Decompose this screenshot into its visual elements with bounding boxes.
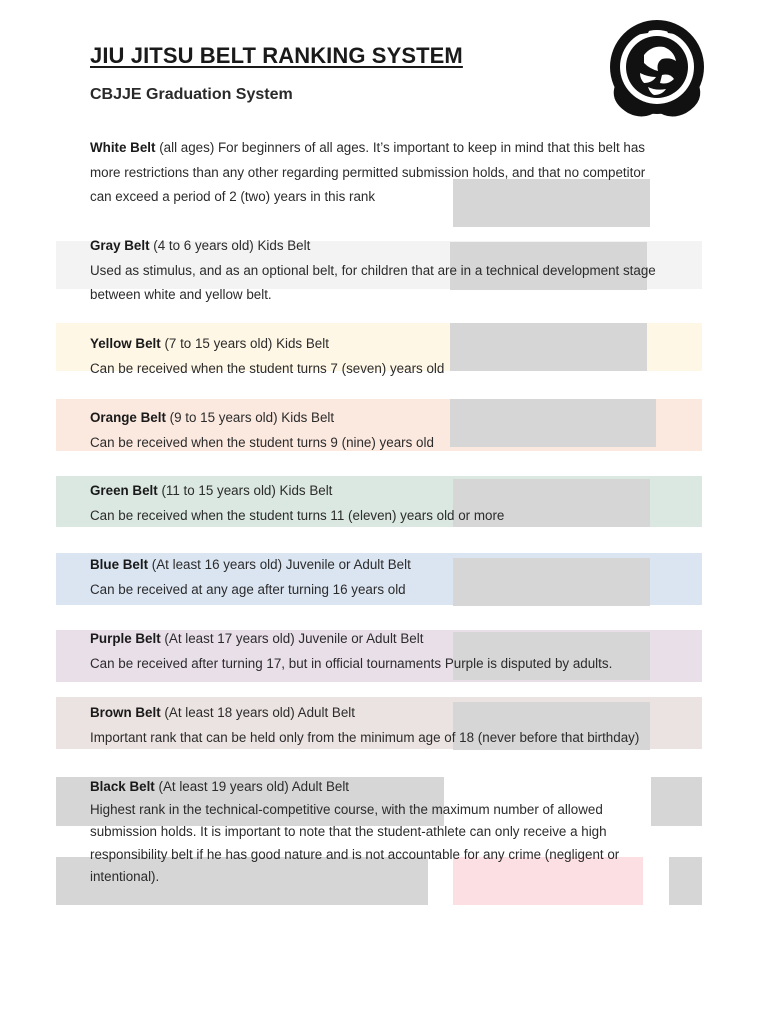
belt-description: Can be received after turning 17, but in official tournaments Purple is disputed by adults. [90, 655, 613, 671]
belt-details: (4 to 6 years old) Kids Belt [153, 238, 311, 253]
belt-description: Can be received when the student turns 11 (eleven) years old or more [90, 507, 505, 523]
yellow-belt-heading [90, 332, 690, 357]
gray-belt-entry [90, 234, 690, 308]
belt-name: Gray Belt [90, 238, 150, 253]
belt-details: (At least 18 years old) Adult Belt [164, 705, 355, 720]
belt-description: Important rank that can be held only from the minimum age of 18 (never before that birthday) [90, 729, 640, 745]
black-belt-heading [90, 776, 690, 799]
orange-belt-entry [90, 406, 690, 455]
belt-name: Black Belt [90, 779, 155, 794]
belt-description: Can be received when the student turns 7 (seven) years old [90, 360, 445, 376]
belt-description: submission holds. It is important to note that the student-athlete can only receive a high [90, 824, 607, 839]
white-belt-entry [90, 136, 690, 210]
belt-details: (9 to 15 years old) Kids Belt [169, 410, 335, 425]
belt-description: responsibility belt if he has good nature and is not accountable for any crime (negligent or [90, 846, 620, 862]
belt-description: intentional). [90, 869, 160, 884]
purple-belt-entry [90, 627, 690, 676]
belt-name: Purple Belt [90, 631, 161, 646]
belt-name: Yellow Belt [90, 336, 161, 351]
belt-description: Can be received when the student turns 9 (nine) years old [90, 434, 434, 450]
belt-name: Orange Belt [90, 410, 166, 425]
belt-details: (At least 19 years old) Adult Belt [158, 779, 350, 794]
belt-description: between white and yellow belt. [90, 287, 272, 302]
belt-description: can exceed a period of 2 (two) years in this rank [90, 189, 376, 204]
gray-belt-heading [90, 234, 690, 259]
brown-belt-entry [90, 701, 690, 750]
page-title: JIU JITSU BELT RANKING SYSTEM [90, 43, 463, 68]
belt-details: (At least 16 years old) Juvenile or Adult Belt [151, 557, 411, 572]
belt-description: more restrictions than any other regarding permitted submission holds, and that no competitor [90, 164, 646, 180]
brown-belt-heading [90, 701, 690, 726]
black-belt-entry [90, 776, 690, 889]
belt-details: (7 to 15 years old) Kids Belt [164, 336, 329, 351]
green-belt-entry [90, 479, 690, 528]
yellow-belt-entry [90, 332, 690, 381]
belt-description: Used as stimulus, and as an optional belt, for children that are in a technical development stage [90, 262, 656, 278]
academy-logo-icon [604, 17, 712, 121]
green-belt-heading [90, 479, 690, 504]
white-belt-heading [90, 136, 690, 161]
blue-belt-heading [90, 553, 690, 578]
belt-name: Blue Belt [90, 557, 149, 572]
belt-details: (all ages) For beginners of all ages. It’s important to keep in mind that this belt has [159, 140, 645, 155]
belt-name: Brown Belt [90, 705, 161, 720]
belt-description: Can be received at any age after turning 16 years old [90, 581, 406, 597]
page-subtitle: CBJJE Graduation System [90, 86, 293, 103]
belt-name: White Belt [90, 140, 156, 155]
orange-belt-heading [90, 406, 690, 431]
belt-name: Green Belt [90, 483, 158, 498]
belt-details: (At least 17 years old) Juvenile or Adult Belt [164, 631, 424, 646]
belt-details: (11 to 15 years old) Kids Belt [161, 483, 333, 498]
purple-belt-heading [90, 627, 690, 652]
belt-description: Highest rank in the technical-competitive course, with the maximum number of allowed [90, 801, 603, 817]
blue-belt-entry [90, 553, 690, 602]
